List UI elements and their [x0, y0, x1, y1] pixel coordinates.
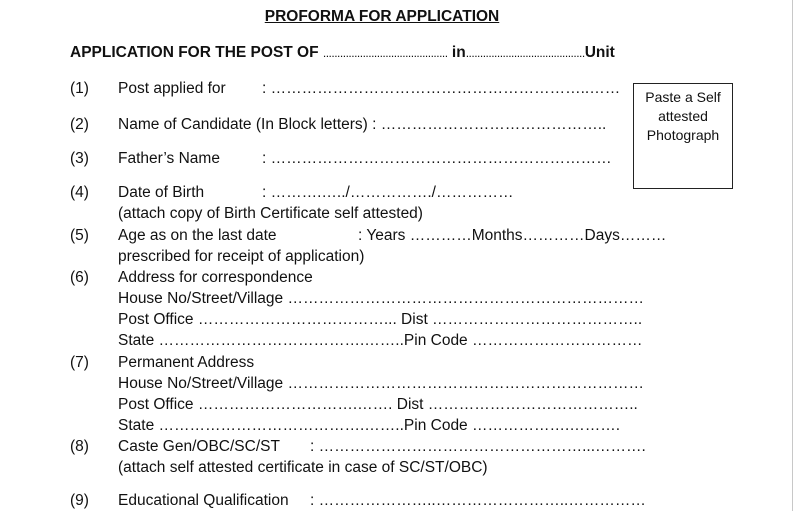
dob-note: (attach copy of Birth Certificate self attested) [118, 205, 423, 222]
correspondence-state-field[interactable]: State ………………………………….……..Pin Code …………………………… [118, 332, 643, 349]
item-number: (6) [70, 269, 89, 286]
education-label: Educational Qualification [118, 492, 289, 509]
item-number: (5) [70, 227, 89, 244]
photo-line-1: Paste a Self [645, 89, 721, 105]
item-number: (3) [70, 150, 89, 167]
correspondence-house-field[interactable]: House No/Street/Village …………………………………………………………… [118, 290, 644, 307]
permanent-address-label: Permanent Address [118, 354, 255, 371]
permanent-post-field[interactable]: Post Office ………………………….……. Dist ………………………………….. [118, 396, 638, 413]
photo-line-3: Photograph [646, 127, 720, 143]
dob-label: Date of Birth [118, 184, 205, 201]
item-number: (7) [70, 354, 89, 371]
age-note: prescribed for receipt of application) [118, 248, 365, 265]
education-field[interactable]: : …………………..……………………..…………… [310, 492, 646, 509]
post-heading [70, 44, 615, 62]
photo-line-2: attested [658, 108, 708, 124]
caste-field[interactable]: : ……………………………………………...………. [310, 438, 646, 455]
post-applied-label: Post applied for [118, 80, 226, 97]
dob-field[interactable]: : ……….…../……………./…………… [262, 184, 514, 201]
correspondence-address-label: Address for correspondence [118, 269, 313, 286]
permanent-house-field[interactable]: House No/Street/Village …………………………………………………………… [118, 375, 644, 392]
item-number: (8) [70, 438, 89, 455]
page-title: PROFORMA FOR APPLICATION [264, 8, 500, 25]
post-heading-prefix: APPLICATION FOR THE POST OF [70, 44, 319, 61]
item-number: (9) [70, 492, 89, 509]
post-heading-suffix: Unit [584, 44, 615, 61]
page-edge [792, 0, 793, 511]
photo-placeholder [633, 83, 733, 189]
caste-note: (attach self attested certificate in case of SC/ST/OBC) [118, 459, 488, 476]
candidate-name-field[interactable]: Name of Candidate (In Block letters) : …………………………………….. [118, 116, 607, 133]
post-blank[interactable]: ............................................ [322, 46, 448, 60]
correspondence-post-field[interactable]: Post Office ………………………………... Dist ………………………………….. [118, 311, 643, 328]
father-name-label: Father’s Name [118, 150, 220, 167]
unit-blank[interactable]: .......................................... [465, 46, 585, 60]
age-label: Age as on the last date [118, 227, 277, 244]
post-heading-in: in [451, 44, 466, 61]
age-field[interactable]: : Years …………Months…………Days……… [358, 227, 667, 244]
item-number: (2) [70, 116, 89, 133]
father-name-field[interactable]: : ………………………………………………………… [262, 150, 612, 167]
caste-label: Caste Gen/OBC/SC/ST [118, 438, 280, 455]
post-applied-field[interactable]: : ……………………………………………………..…… [262, 80, 621, 97]
item-number: (1) [70, 80, 89, 97]
item-number: (4) [70, 184, 89, 201]
permanent-state-field[interactable]: State ………………………………….……..Pin Code ……………….………. [118, 417, 621, 434]
